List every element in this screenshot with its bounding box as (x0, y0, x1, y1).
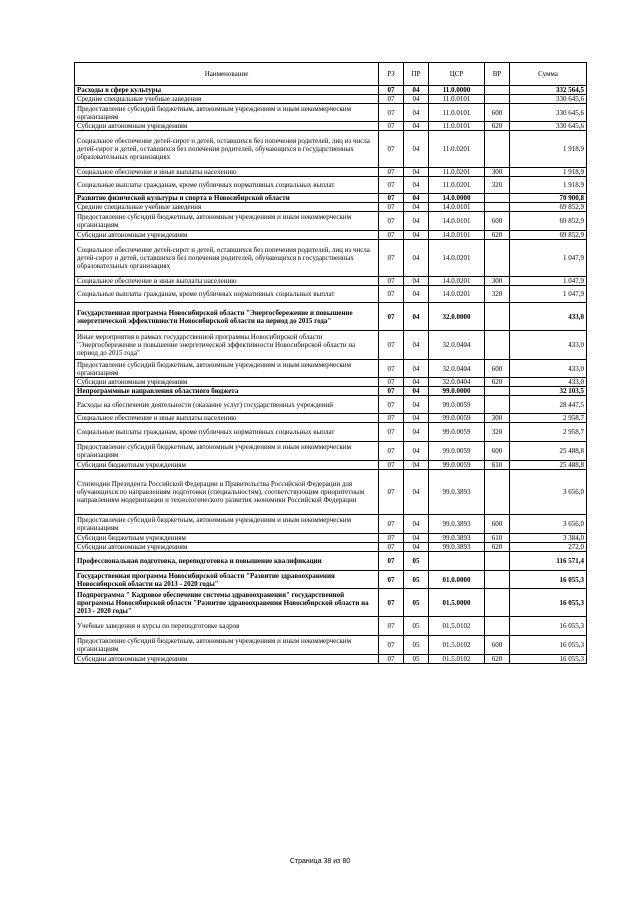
cell-vr (485, 240, 510, 277)
cell-pr: 04 (404, 414, 429, 423)
table-row (75, 571, 587, 589)
cell-pr: 04 (404, 303, 429, 331)
cell-pr: 04 (404, 122, 429, 131)
cell-rz: 07 (379, 617, 404, 636)
table-row (75, 617, 587, 636)
table-row (75, 589, 587, 617)
cell-pr: 05 (404, 655, 429, 664)
cell-pr: 05 (404, 617, 429, 636)
cell-vr (485, 203, 510, 212)
table-row (75, 168, 587, 177)
cell-vr (485, 95, 510, 104)
cell-vr: 320 (485, 286, 510, 303)
table-row (75, 360, 587, 378)
cell-vr: 600 (485, 360, 510, 378)
cell-pr: 04 (404, 231, 429, 240)
cell-csr: 32.0.0404 (429, 331, 485, 360)
cell-csr: 01.0.0000 (429, 571, 485, 589)
cell-sum: 272,0 (510, 543, 587, 552)
cell-pr: 04 (404, 360, 429, 378)
table-row (75, 177, 587, 194)
cell-name: Предоставление субсидий бюджетным, автономным учреждениям и иным некоммерческим организациям (75, 515, 379, 534)
cell-name: Субсидии автономным учреждениям (75, 231, 379, 240)
cell-vr (485, 86, 510, 95)
cell-sum: 69 852,9 (510, 212, 587, 231)
cell-pr: 04 (404, 131, 429, 168)
cell-sum: 433,0 (510, 331, 587, 360)
cell-pr: 04 (404, 387, 429, 396)
table-row (75, 95, 587, 104)
cell-rz: 07 (379, 203, 404, 212)
cell-pr: 04 (404, 515, 429, 534)
cell-name: Социальное обеспечение и иные выплаты населению (75, 168, 379, 177)
cell-sum: 1 918,9 (510, 168, 587, 177)
cell-sum: 332 564,5 (510, 86, 587, 95)
cell-pr: 05 (404, 571, 429, 589)
cell-name: Субсидии автономным учреждениям (75, 543, 379, 552)
header-pr: ПР (404, 63, 429, 86)
cell-csr: 14.0.0000 (429, 194, 485, 203)
table-row (75, 86, 587, 95)
cell-name: Субсидии бюджетным учреждениям (75, 461, 379, 470)
cell-rz: 07 (379, 131, 404, 168)
cell-vr: 600 (485, 636, 510, 655)
cell-name: Средние специальные учебные заведения (75, 203, 379, 212)
table-row (75, 515, 587, 534)
cell-sum: 3 384,0 (510, 534, 587, 543)
table-row (75, 122, 587, 131)
cell-pr: 04 (404, 203, 429, 212)
cell-name: Предоставление субсидий бюджетным, автономным учреждениям и иным некоммерческим организациям (75, 212, 379, 231)
cell-name: Предоставление субсидий бюджетным, автономным учреждениям и иным некоммерческим организациям (75, 360, 379, 378)
cell-sum: 16 055,3 (510, 636, 587, 655)
cell-sum: 3 656,0 (510, 515, 587, 534)
cell-vr (485, 589, 510, 617)
cell-rz: 07 (379, 442, 404, 461)
cell-rz: 07 (379, 331, 404, 360)
cell-pr: 05 (404, 589, 429, 617)
cell-name: Стипендии Президента Российской Федерации и Правительства Российской Федерации для обучающихся по направлениям подготовки (специальностям), соответствующим приоритетным направлениям модернизации и технологического развития экономики Российской Федерации (75, 470, 379, 515)
header-csr: ЦСР (429, 63, 485, 86)
cell-pr: 04 (404, 168, 429, 177)
cell-rz: 07 (379, 636, 404, 655)
cell-pr: 04 (404, 470, 429, 515)
cell-vr: 620 (485, 655, 510, 664)
cell-sum: 116 571,4 (510, 552, 587, 571)
cell-vr: 600 (485, 212, 510, 231)
table-row (75, 442, 587, 461)
cell-pr: 04 (404, 378, 429, 387)
cell-csr: 01.5.0102 (429, 617, 485, 636)
cell-name: Учебные заведения и курсы по переподготовке кадров (75, 617, 379, 636)
table-header-row (75, 63, 587, 86)
table-row (75, 396, 587, 414)
table-row (75, 387, 587, 396)
cell-pr: 04 (404, 396, 429, 414)
cell-vr (485, 331, 510, 360)
cell-rz: 07 (379, 515, 404, 534)
cell-vr: 600 (485, 104, 510, 122)
table-row (75, 655, 587, 664)
cell-sum: 433,0 (510, 303, 587, 331)
cell-pr: 04 (404, 423, 429, 442)
cell-rz: 07 (379, 552, 404, 571)
cell-pr: 04 (404, 286, 429, 303)
cell-vr (485, 617, 510, 636)
cell-pr: 04 (404, 104, 429, 122)
cell-pr: 04 (404, 177, 429, 194)
table-row (75, 331, 587, 360)
cell-vr (485, 396, 510, 414)
cell-pr: 04 (404, 95, 429, 104)
cell-pr: 04 (404, 86, 429, 95)
cell-rz: 07 (379, 231, 404, 240)
header-rz: РЗ (379, 63, 404, 86)
cell-name: Иные мероприятия в рамках государственной программы Новосибирской области "Энергосбережение и повышение энергетической эффективности Новосибирской области на период до 2015 года" (75, 331, 379, 360)
cell-csr: 99.0.3893 (429, 515, 485, 534)
cell-rz: 07 (379, 104, 404, 122)
cell-csr: 99.0.3893 (429, 470, 485, 515)
cell-rz: 07 (379, 470, 404, 515)
cell-sum: 69 852,9 (510, 203, 587, 212)
cell-rz: 07 (379, 414, 404, 423)
cell-rz: 07 (379, 168, 404, 177)
cell-name: Развитие физической культуры и спорта в Новосибирской области (75, 194, 379, 203)
cell-rz: 07 (379, 95, 404, 104)
header-sum: Сумма (510, 63, 587, 86)
cell-vr: 600 (485, 442, 510, 461)
cell-vr: 320 (485, 423, 510, 442)
cell-csr (429, 552, 485, 571)
cell-vr: 300 (485, 414, 510, 423)
cell-rz: 07 (379, 543, 404, 552)
cell-sum: 16 055,3 (510, 571, 587, 589)
cell-sum: 1 918,9 (510, 131, 587, 168)
cell-name: Подпрограмма " Кадровое обеспечение системы здравоохранения" государственной программы Новосибирской области "Развитие здравоохранения Новосибирской области на 2013 - 2020 годы" (75, 589, 379, 617)
cell-name: Субсидии автономным учреждениям (75, 122, 379, 131)
cell-pr: 04 (404, 461, 429, 470)
cell-vr: 300 (485, 277, 510, 286)
cell-vr: 620 (485, 231, 510, 240)
cell-rz: 07 (379, 461, 404, 470)
table-row (75, 543, 587, 552)
cell-name: Субсидии автономным учреждениям (75, 655, 379, 664)
cell-name: Государственная программа Новосибирской области "Развитие здравоохранения Новосибирской области на 2013 - 2020 годы" (75, 571, 379, 589)
cell-name: Социальные выплаты гражданам, кроме публичных нормативных социальных выплат (75, 423, 379, 442)
budget-table-container (74, 62, 586, 664)
cell-sum: 32 103,5 (510, 387, 587, 396)
cell-csr: 11.0.0201 (429, 131, 485, 168)
table-row (75, 203, 587, 212)
page-number: Страница 38 из 80 (289, 858, 351, 865)
cell-csr: 32.0.0000 (429, 303, 485, 331)
table-row (75, 303, 587, 331)
cell-csr: 99.0.0059 (429, 396, 485, 414)
cell-csr: 99.0.3893 (429, 543, 485, 552)
table-row (75, 414, 587, 423)
cell-name: Расходы на обеспечение деятельности (оказание услуг) государственных учреждений (75, 396, 379, 414)
cell-rz: 07 (379, 571, 404, 589)
cell-name: Расходы в сфере культуры (75, 86, 379, 95)
cell-csr: 99.0.3893 (429, 534, 485, 543)
cell-csr: 11.0.0201 (429, 177, 485, 194)
cell-rz: 07 (379, 378, 404, 387)
cell-vr (485, 194, 510, 203)
cell-sum: 25 488,8 (510, 442, 587, 461)
cell-csr: 01.5.0000 (429, 589, 485, 617)
table-row (75, 552, 587, 571)
cell-rz: 07 (379, 194, 404, 203)
cell-sum: 16 055,3 (510, 617, 587, 636)
cell-rz: 07 (379, 534, 404, 543)
cell-rz: 07 (379, 177, 404, 194)
cell-pr: 05 (404, 636, 429, 655)
cell-csr: 01.5.0102 (429, 655, 485, 664)
table-row (75, 212, 587, 231)
cell-rz: 07 (379, 423, 404, 442)
cell-sum: 16 055,3 (510, 589, 587, 617)
table-row (75, 286, 587, 303)
cell-sum: 433,0 (510, 378, 587, 387)
cell-csr: 99.0.0059 (429, 423, 485, 442)
cell-name: Социальные выплаты гражданам, кроме публичных нормативных социальных выплат (75, 177, 379, 194)
cell-rz: 07 (379, 589, 404, 617)
cell-csr: 14.0.0201 (429, 286, 485, 303)
cell-name: Государственная программа Новосибирской области "Энергосбережение и повышение энергетической эффективности Новосибирской области на период до 2015 года" (75, 303, 379, 331)
cell-name: Социальное обеспечение и иные выплаты населению (75, 277, 379, 286)
cell-vr: 300 (485, 168, 510, 177)
cell-sum: 1 047,9 (510, 286, 587, 303)
cell-sum: 70 900,8 (510, 194, 587, 203)
table-row (75, 240, 587, 277)
cell-rz: 07 (379, 396, 404, 414)
cell-name: Социальное обеспечение и иные выплаты населению (75, 414, 379, 423)
cell-name: Субсидии бюджетным учреждениям (75, 534, 379, 543)
cell-name: Предоставление субсидий бюджетным, автономным учреждениям и иным некоммерческим организациям (75, 104, 379, 122)
table-body (75, 86, 587, 664)
cell-name: Профессиональная подготовка, переподготовка и повышение квалификации (75, 552, 379, 571)
cell-vr (485, 387, 510, 396)
cell-pr: 04 (404, 331, 429, 360)
cell-name: Социальные выплаты гражданам, кроме публичных нормативных социальных выплат (75, 286, 379, 303)
cell-rz: 07 (379, 86, 404, 95)
cell-rz: 07 (379, 240, 404, 277)
cell-csr: 11.0.0101 (429, 95, 485, 104)
cell-rz: 07 (379, 303, 404, 331)
table-row (75, 461, 587, 470)
cell-rz: 07 (379, 655, 404, 664)
cell-vr: 610 (485, 461, 510, 470)
cell-csr: 14.0.0101 (429, 203, 485, 212)
cell-csr: 99.0.0059 (429, 442, 485, 461)
cell-csr: 14.0.0201 (429, 277, 485, 286)
cell-csr: 32.0.0404 (429, 378, 485, 387)
cell-sum: 28 447,5 (510, 396, 587, 414)
cell-pr: 04 (404, 212, 429, 231)
cell-vr: 620 (485, 543, 510, 552)
cell-sum: 2 958,7 (510, 414, 587, 423)
cell-rz: 07 (379, 277, 404, 286)
cell-pr: 04 (404, 277, 429, 286)
cell-rz: 07 (379, 286, 404, 303)
cell-name: Предоставление субсидий бюджетным, автономным учреждениям и иным некоммерческим организациям (75, 442, 379, 461)
cell-csr: 99.0.0059 (429, 461, 485, 470)
cell-vr (485, 303, 510, 331)
table-row (75, 194, 587, 203)
cell-csr: 14.0.0201 (429, 240, 485, 277)
cell-pr: 04 (404, 240, 429, 277)
cell-pr: 05 (404, 552, 429, 571)
cell-rz: 07 (379, 122, 404, 131)
cell-sum: 330 645,6 (510, 104, 587, 122)
cell-sum: 1 918,9 (510, 177, 587, 194)
cell-sum: 1 047,9 (510, 277, 587, 286)
cell-csr: 01.5.0102 (429, 636, 485, 655)
cell-vr (485, 571, 510, 589)
table-row (75, 131, 587, 168)
cell-sum: 330 645,6 (510, 95, 587, 104)
cell-name: Социальное обеспечение детей-сирот и детей, оставшихся без попечения родителей, лиц из числа детей-сирот и детей, оставшихся без попечения родителей, обучающихся в государственных образовательных организациях (75, 240, 379, 277)
cell-csr: 32.0.0404 (429, 360, 485, 378)
table-row (75, 423, 587, 442)
table-row (75, 231, 587, 240)
cell-csr: 99.0.0059 (429, 414, 485, 423)
table-row (75, 378, 587, 387)
cell-sum: 3 656,0 (510, 470, 587, 515)
cell-vr (485, 131, 510, 168)
cell-vr: 600 (485, 515, 510, 534)
cell-name: Предоставление субсидий бюджетным, автономным учреждениям и иным некоммерческим организациям (75, 636, 379, 655)
header-vr: ВР (485, 63, 510, 86)
cell-vr: 320 (485, 177, 510, 194)
cell-pr: 04 (404, 543, 429, 552)
cell-rz: 07 (379, 360, 404, 378)
cell-csr: 11.0.0101 (429, 122, 485, 131)
cell-name: Субсидии автономным учреждениям (75, 378, 379, 387)
cell-csr: 14.0.0101 (429, 231, 485, 240)
cell-vr: 620 (485, 122, 510, 131)
table-row (75, 636, 587, 655)
cell-rz: 07 (379, 387, 404, 396)
cell-pr: 04 (404, 442, 429, 461)
cell-sum: 2 958,7 (510, 423, 587, 442)
budget-table (74, 62, 587, 664)
cell-csr: 11.0.0000 (429, 86, 485, 95)
cell-name: Непрограммные направления областного бюджета (75, 387, 379, 396)
cell-sum: 330 645,6 (510, 122, 587, 131)
header-name: Наименование (75, 63, 379, 86)
cell-csr: 11.0.0201 (429, 168, 485, 177)
cell-rz: 07 (379, 212, 404, 231)
cell-sum: 25 488,8 (510, 461, 587, 470)
table-row (75, 104, 587, 122)
table-row (75, 277, 587, 286)
table-row (75, 534, 587, 543)
cell-csr: 14.0.0101 (429, 212, 485, 231)
cell-vr: 610 (485, 534, 510, 543)
cell-sum: 433,0 (510, 360, 587, 378)
cell-sum: 69 852,9 (510, 231, 587, 240)
cell-vr (485, 470, 510, 515)
cell-vr: 620 (485, 378, 510, 387)
cell-pr: 04 (404, 194, 429, 203)
cell-name: Средние специальные учебные заведения (75, 95, 379, 104)
cell-sum: 1 047,9 (510, 240, 587, 277)
cell-pr: 04 (404, 534, 429, 543)
cell-vr (485, 552, 510, 571)
cell-sum: 16 055,3 (510, 655, 587, 664)
cell-csr: 99.0.0000 (429, 387, 485, 396)
cell-name: Социальное обеспечение детей-сирот и детей, оставшихся без попечения родителей, лиц из числа детей-сирот и детей, оставшихся без попечения родителей, обучающихся в государственных образовательных организациях (75, 131, 379, 168)
cell-csr: 11.0.0101 (429, 104, 485, 122)
table-row (75, 470, 587, 515)
